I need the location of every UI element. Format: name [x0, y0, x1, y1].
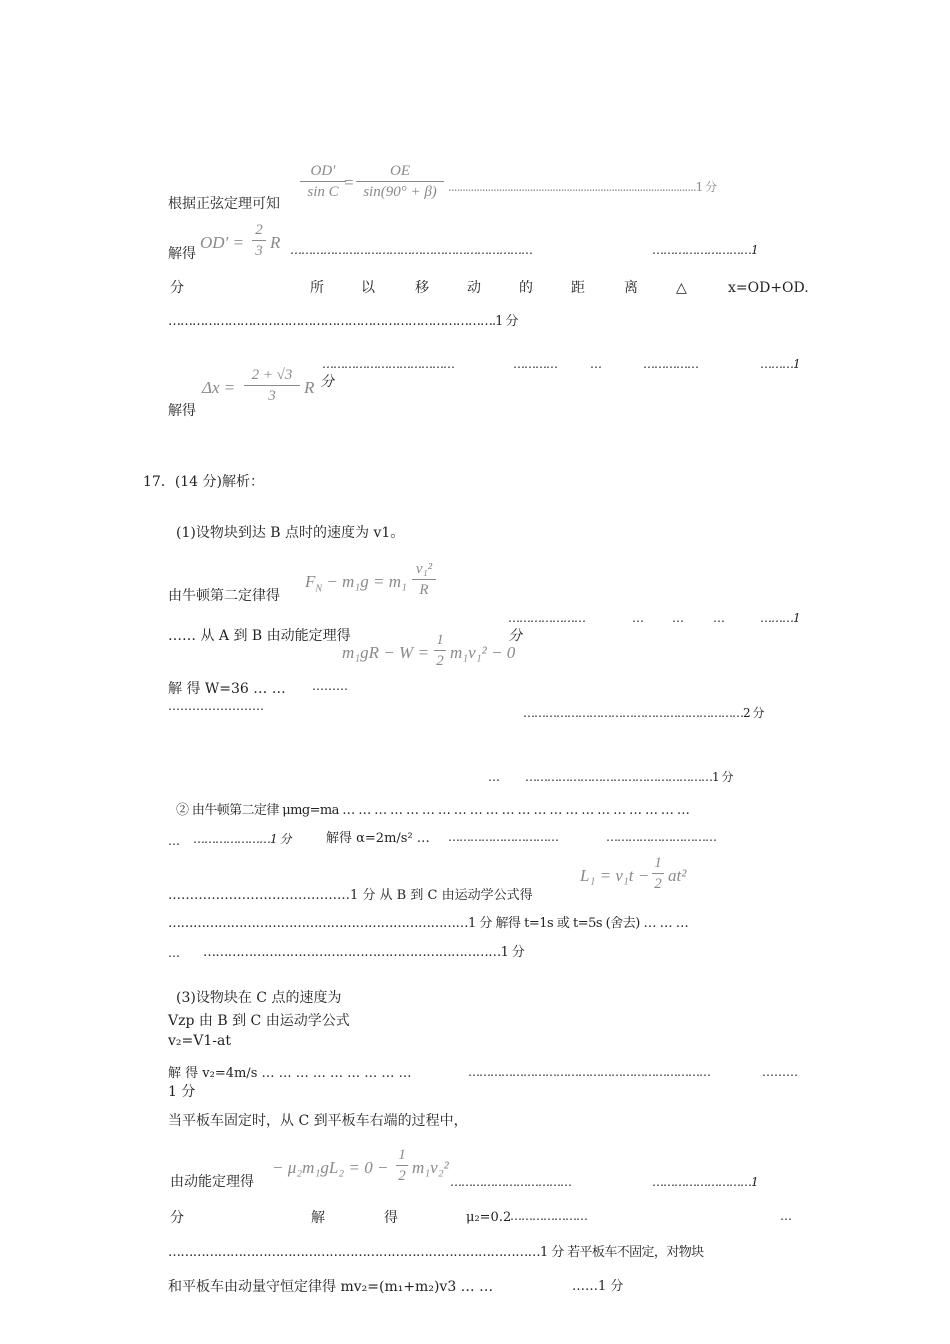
kinematics-frac: 1 2 — [652, 854, 664, 893]
question-17-title: 17．(14 分)解析： — [143, 474, 265, 490]
delta-x-frac: 2 + √3 3 — [244, 366, 300, 405]
od-frac: 2 3 — [252, 221, 266, 260]
energy-frac: 1 2 — [434, 631, 446, 670]
distance-score-dots: ……………………………………………………………………….1 分 — [168, 314, 518, 329]
sine-frac-2: OE sin(90° + β) — [356, 162, 444, 201]
sine-frac-1: OD′ sin C — [300, 162, 346, 201]
sine-law-label: 根据正弦定理可知 — [168, 196, 280, 212]
newton-frac: v₁² R — [412, 560, 436, 599]
score-dots: ........................................................................................1 分 — [448, 180, 717, 194]
ke2-frac: 1 2 — [396, 1146, 408, 1185]
part-1-intro: (1)设物块到达 B 点时的速度为 v1。 — [176, 525, 405, 541]
